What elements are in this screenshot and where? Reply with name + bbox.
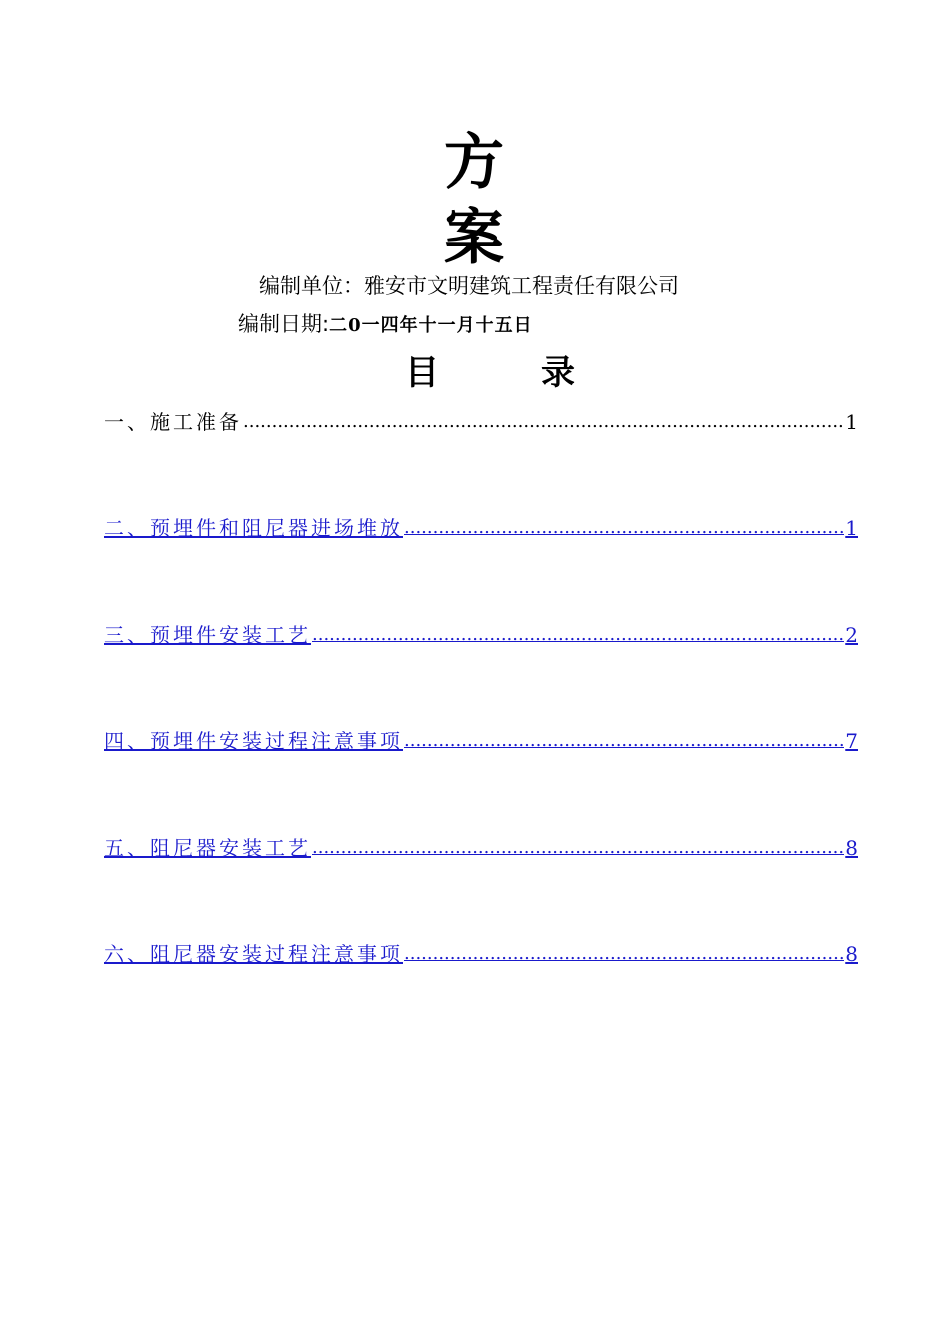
- toc-dot-leader: [243, 407, 844, 437]
- toc-heading: [405, 350, 575, 396]
- toc-entry-construction-prep[interactable]: [104, 405, 858, 437]
- toc-entry-label: 一、施工准备: [104, 410, 242, 434]
- toc-entry-page: 1: [845, 410, 858, 434]
- compiler-org-value: 雅安市文明建筑工程责任有限公司: [364, 274, 679, 298]
- compiler-org-line: [259, 272, 679, 300]
- toc-entry-label: 三、预埋件安装工艺: [104, 623, 311, 647]
- compiler-date-label: 编制日期:: [238, 312, 330, 336]
- title-char-1: 方: [444, 128, 506, 198]
- compiler-date-value: 二0一四年十一月十五日: [329, 315, 533, 336]
- toc-dot-leader: [312, 620, 844, 650]
- toc-entry-label: 六、阻尼器安装过程注意事项: [104, 942, 403, 966]
- toc-dot-leader: [312, 833, 844, 863]
- toc-entry-page: 1: [845, 516, 858, 540]
- toc-entry-label: 四、预埋件安装过程注意事项: [104, 729, 403, 753]
- toc-entry-page: 2: [845, 623, 858, 647]
- toc-link-damper-notes[interactable]: [104, 937, 858, 969]
- toc-entry-page: 8: [845, 836, 858, 860]
- compiler-org-label: 编制单位：: [259, 274, 364, 298]
- toc-heading-left: 目: [405, 353, 439, 393]
- title-char-2: 案: [444, 203, 506, 273]
- toc-link-damper-install[interactable]: [104, 831, 858, 863]
- toc-entry-label: 二、预埋件和阻尼器进场堆放: [104, 516, 403, 540]
- toc-entry-page: 7: [845, 729, 858, 753]
- toc-entry-page: 8: [845, 942, 858, 966]
- toc-dot-leader: [404, 513, 844, 543]
- toc-heading-right: 录: [541, 353, 575, 393]
- toc-link-embedded-parts-notes[interactable]: [104, 724, 858, 756]
- toc-dot-leader: [404, 939, 844, 969]
- toc-entry-label: 五、阻尼器安装工艺: [104, 836, 311, 860]
- compiler-date-line: [238, 310, 533, 340]
- toc-link-embedded-parts-damper-storage[interactable]: [104, 511, 858, 543]
- toc-dot-leader: [404, 726, 844, 756]
- toc-link-embedded-parts-install[interactable]: [104, 618, 858, 650]
